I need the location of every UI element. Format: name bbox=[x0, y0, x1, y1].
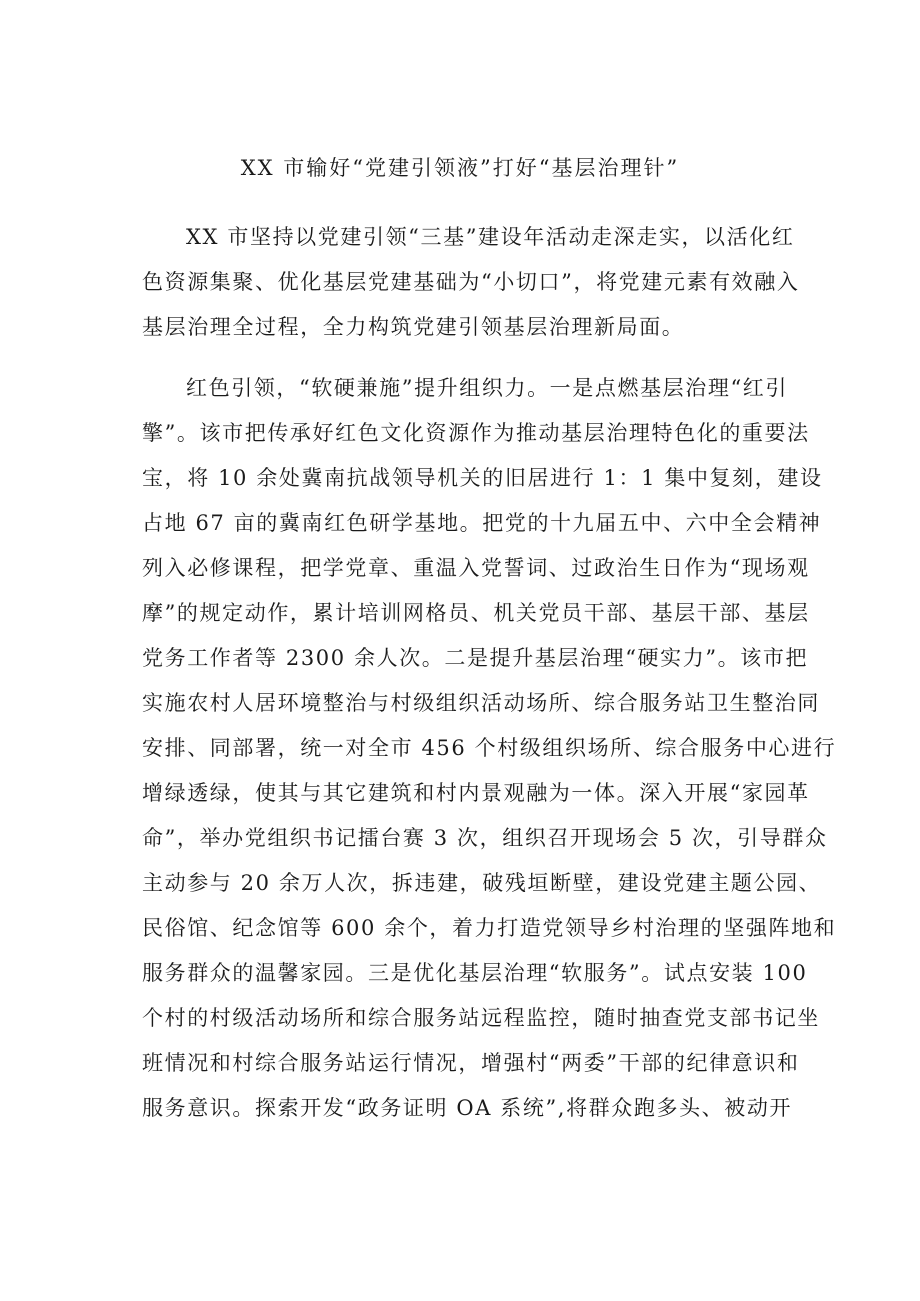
paragraph-2-line-16: 班情况和村综合服务站运行情况，增强村“两委”干部的纪律意识和 bbox=[142, 1051, 800, 1075]
paragraph-2-line-13: 民俗馆、纪念馆等 600 余个，着力打造党领导乡村治理的坚强阵地和 bbox=[142, 916, 837, 940]
paragraph-2-line-1: 红色引领，“软硬兼施”提升组织力。一是点燃基层治理“红引 bbox=[186, 376, 789, 400]
paragraph-2-line-11: 命”，举办党组织书记擂台赛 3 次，组织召开现场会 5 次，引导群众 bbox=[142, 826, 828, 850]
paragraph-2-line-9: 安排、同部署，统一对全市 456 个村级组织场所、综合服务中心进行 bbox=[142, 736, 837, 760]
paragraph-2-line-10: 增绿透绿，使其与其它建筑和村内景观融为一体。深入开展“家园革 bbox=[142, 781, 810, 805]
paragraph-1-line-1: XX 市坚持以党建引领“三基”建设年活动走深走实，以活化红 bbox=[186, 225, 795, 249]
paragraph-2-line-8: 实施农村人居环境整治与村级组织活动场所、综合服务站卫生整治同 bbox=[142, 691, 820, 715]
paragraph-1-line-3: 基层治理全过程，全力构筑党建引领基层治理新局面。 bbox=[142, 315, 685, 339]
paragraph-2-line-2: 擎”。该市把传承好红色文化资源作为推动基层治理特色化的重要法 bbox=[142, 421, 810, 445]
paragraph-2-line-3: 宝，将 10 余处冀南抗战领导机关的旧居进行 1：1 集中复刻，建设 bbox=[142, 466, 823, 490]
paragraph-2-line-17: 服务意识。探索开发“政务证明 OA 系统”,将群众跑多头、被动开 bbox=[142, 1096, 793, 1120]
paragraph-2-line-7: 党务工作者等 2300 余人次。二是提升基层治理“硬实力”。该市把 bbox=[142, 646, 809, 670]
paragraph-2-line-15: 个村的村级活动场所和综合服务站远程监控，随时抽查党支部书记坐 bbox=[142, 1006, 820, 1030]
paragraph-1-line-2: 色资源集聚、优化基层党建基础为“小切口”，将党建元素有效融入 bbox=[142, 270, 800, 294]
paragraph-2-line-12: 主动参与 20 余万人次，拆违建，破残垣断壁，建设党建主题公园、 bbox=[142, 871, 822, 895]
paragraph-2-line-6: 摩”的规定动作，累计培训网格员、机关党员干部、基层干部、基层 bbox=[142, 601, 810, 625]
document-title: XX 市输好“党建引领液”打好“基层治理针” bbox=[240, 156, 680, 180]
paragraph-2-line-4: 占地 67 亩的冀南红色研学基地。把党的十九届五中、六中全会精神 bbox=[142, 511, 822, 535]
paragraph-2-line-5: 列入必修课程，把学党章、重温入党誓词、过政治生日作为“现场观 bbox=[142, 556, 810, 580]
paragraph-2-line-14: 服务群众的温馨家园。三是优化基层治理“软服务”。试点安装 100 bbox=[142, 961, 808, 985]
